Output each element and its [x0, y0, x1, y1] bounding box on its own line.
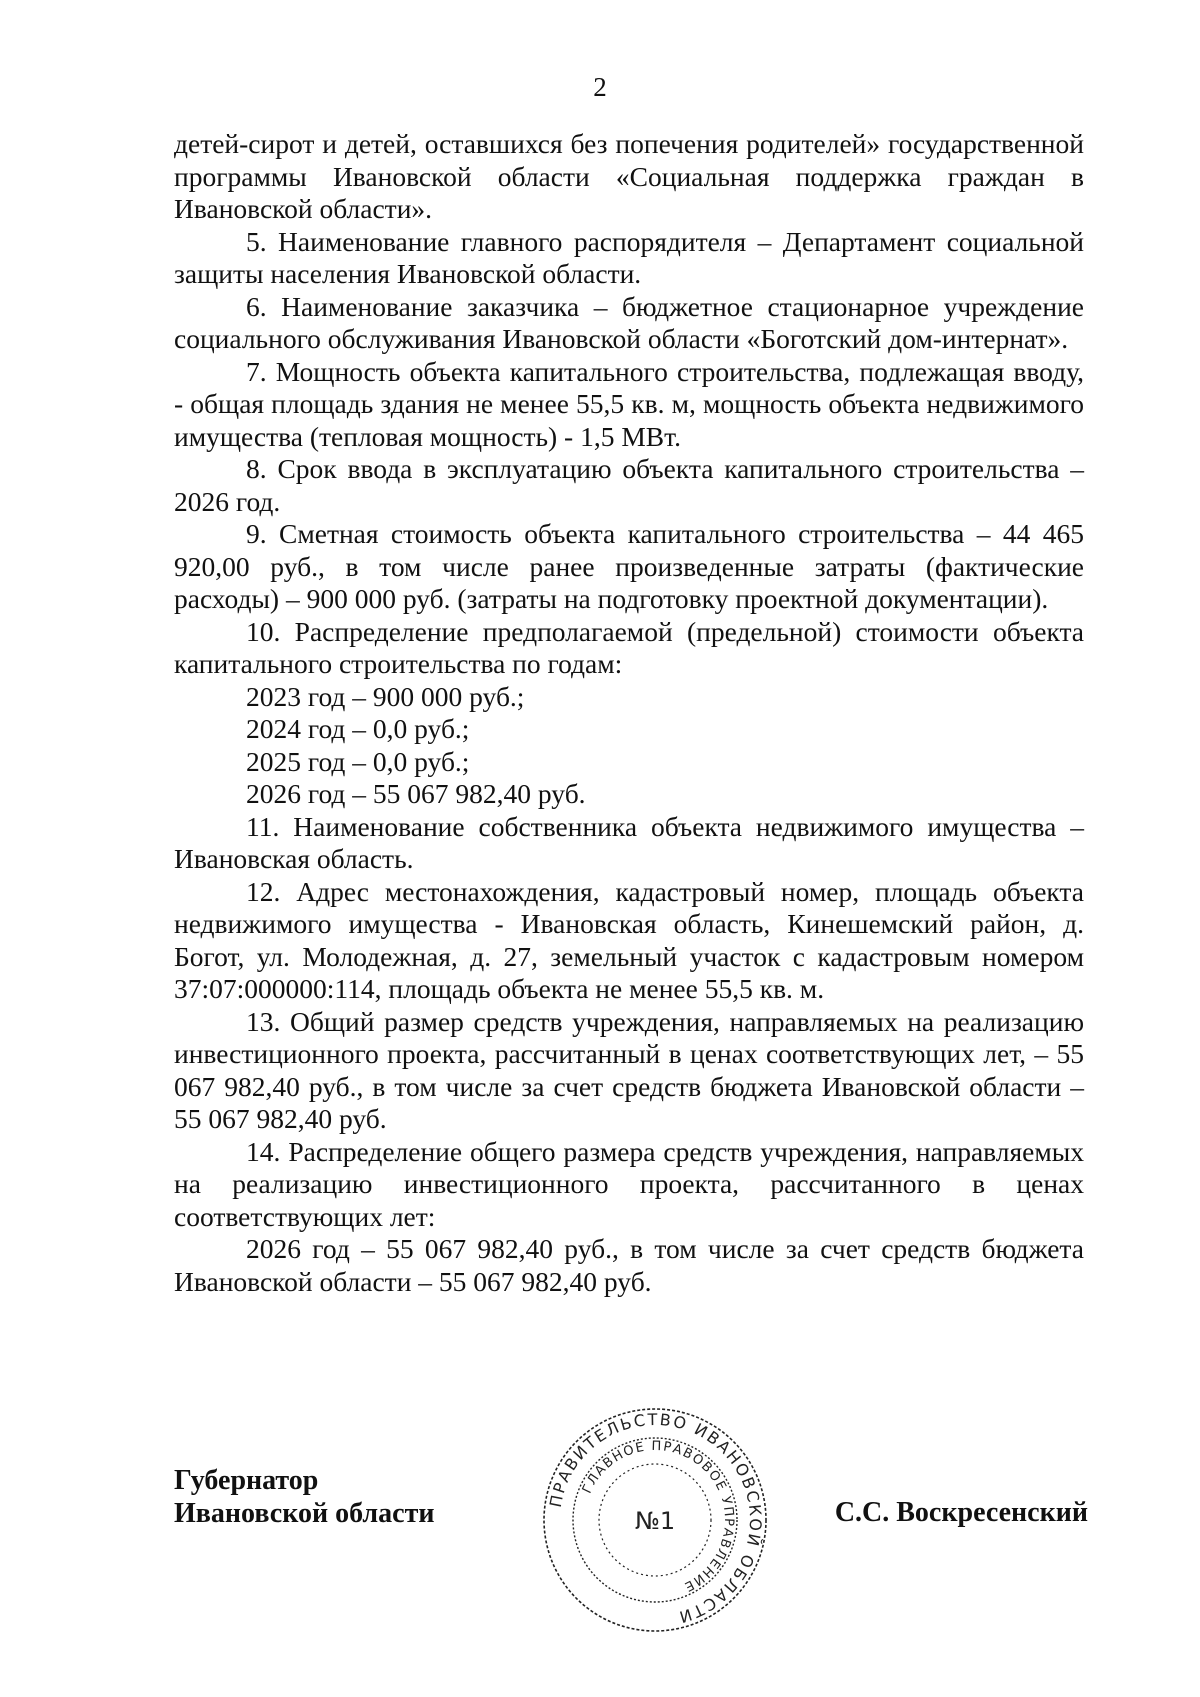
paragraph-item-5: 5. Наименование главного распорядителя – Департамент социальной защиты населения Ивановской области.: [174, 225, 1084, 289]
paragraph-item-9: 9. Сметная стоимость объекта капитального строительства – 44 465 920,00 руб., в том числе ранее произведенные затраты (фактические расходы) – 900 000 руб. (затраты на подготовку проектной документации).: [174, 518, 1084, 614]
stamp-outer-text: ПРАВИТЕЛЬСТВО ИВАНОВСКОЙ ОБЛАСТИ: [545, 1409, 766, 1628]
signatory-title: [174, 1465, 434, 1530]
document-body: [174, 128, 1084, 1298]
paragraph-item-14: 14. Распределение общего размера средств учреждения, направляемых на реализацию инвестиционного проекта, рассчитанного в ценах соответствующих лет:: [174, 1135, 1084, 1232]
year-cost-2025: 2025 год – 0,0 руб.;: [246, 745, 470, 777]
stamp-seal-graphic: [540, 1405, 770, 1635]
paragraph-item-8: 8. Срок ввода в эксплуатацию объекта капитального строительства – 2026 год.: [174, 453, 1084, 517]
signatory-title-line2: Ивановской области: [174, 1497, 435, 1529]
year-cost-2026: 2026 год – 55 067 982,40 руб.: [246, 778, 586, 809]
year-cost-2023: 2023 год – 900 000 руб.;: [246, 680, 525, 712]
paragraph-item-11: 11. Наименование собственника объекта недвижимого имущества – Ивановская область.: [174, 810, 1084, 874]
paragraph-item-14-detail: 2026 год – 55 067 982,40 руб., в том числе за счет средств бюджета Ивановской области – 55 067 982,40 руб.: [174, 1233, 1084, 1297]
paragraph-item-13: 13. Общий размер средств учреждения, направляемых на реализацию инвестиционного проекта, рассчитанный в ценах соответствующих лет, – 55 067 982,40 руб., в том числе за счет средств бюджета Ивановской области – 55 067 982,40 руб.: [174, 1005, 1084, 1134]
official-stamp: [540, 1405, 770, 1635]
page-number: 2: [593, 72, 607, 102]
paragraph-item-7: 7. Мощность объекта капитального строительства, подлежащая вводу, - общая площадь здания не менее 55,5 кв. м, мощность объекта недвижимого имущества (тепловая мощность) - 1,5 МВт.: [174, 355, 1084, 452]
year-cost-2024: 2024 год – 0,0 руб.;: [246, 713, 470, 744]
paragraph-item-6: 6. Наименование заказчика – бюджетное стационарное учреждение социального обслуживания Ивановской области «Боготский дом-интернат».: [174, 290, 1084, 354]
paragraph-continuation: детей-сирот и детей, оставшихся без попечения родителей» государственной программы Ивановской области «Социальная поддержка граждан в Ивановской области».: [174, 128, 1084, 224]
stamp-number: №1: [634, 1507, 676, 1535]
paragraph-item-10: 10. Распределение предполагаемой (предельной) стоимости объекта капитального строительства по годам:: [174, 615, 1084, 679]
paragraph-item-12: 12. Адрес местонахождения, кадастровый номер, площадь объекта недвижимого имущества - Ивановская область, Кинешемский район, д. Богот, ул. Молодежная, д. 27, земельный участок с кадастровым номером 37:07:000000:114, площадь объекта не менее 55,5 кв. м.: [174, 875, 1084, 1004]
signatory-name: С.С. Воскресенский: [834, 1497, 1088, 1528]
signatory-title-line1: Губернатор: [174, 1465, 319, 1496]
stamp-inner-text: ГЛАВНОЕ ПРАВОВОЕ УПРАВЛЕНИЕ: [579, 1438, 737, 1595]
